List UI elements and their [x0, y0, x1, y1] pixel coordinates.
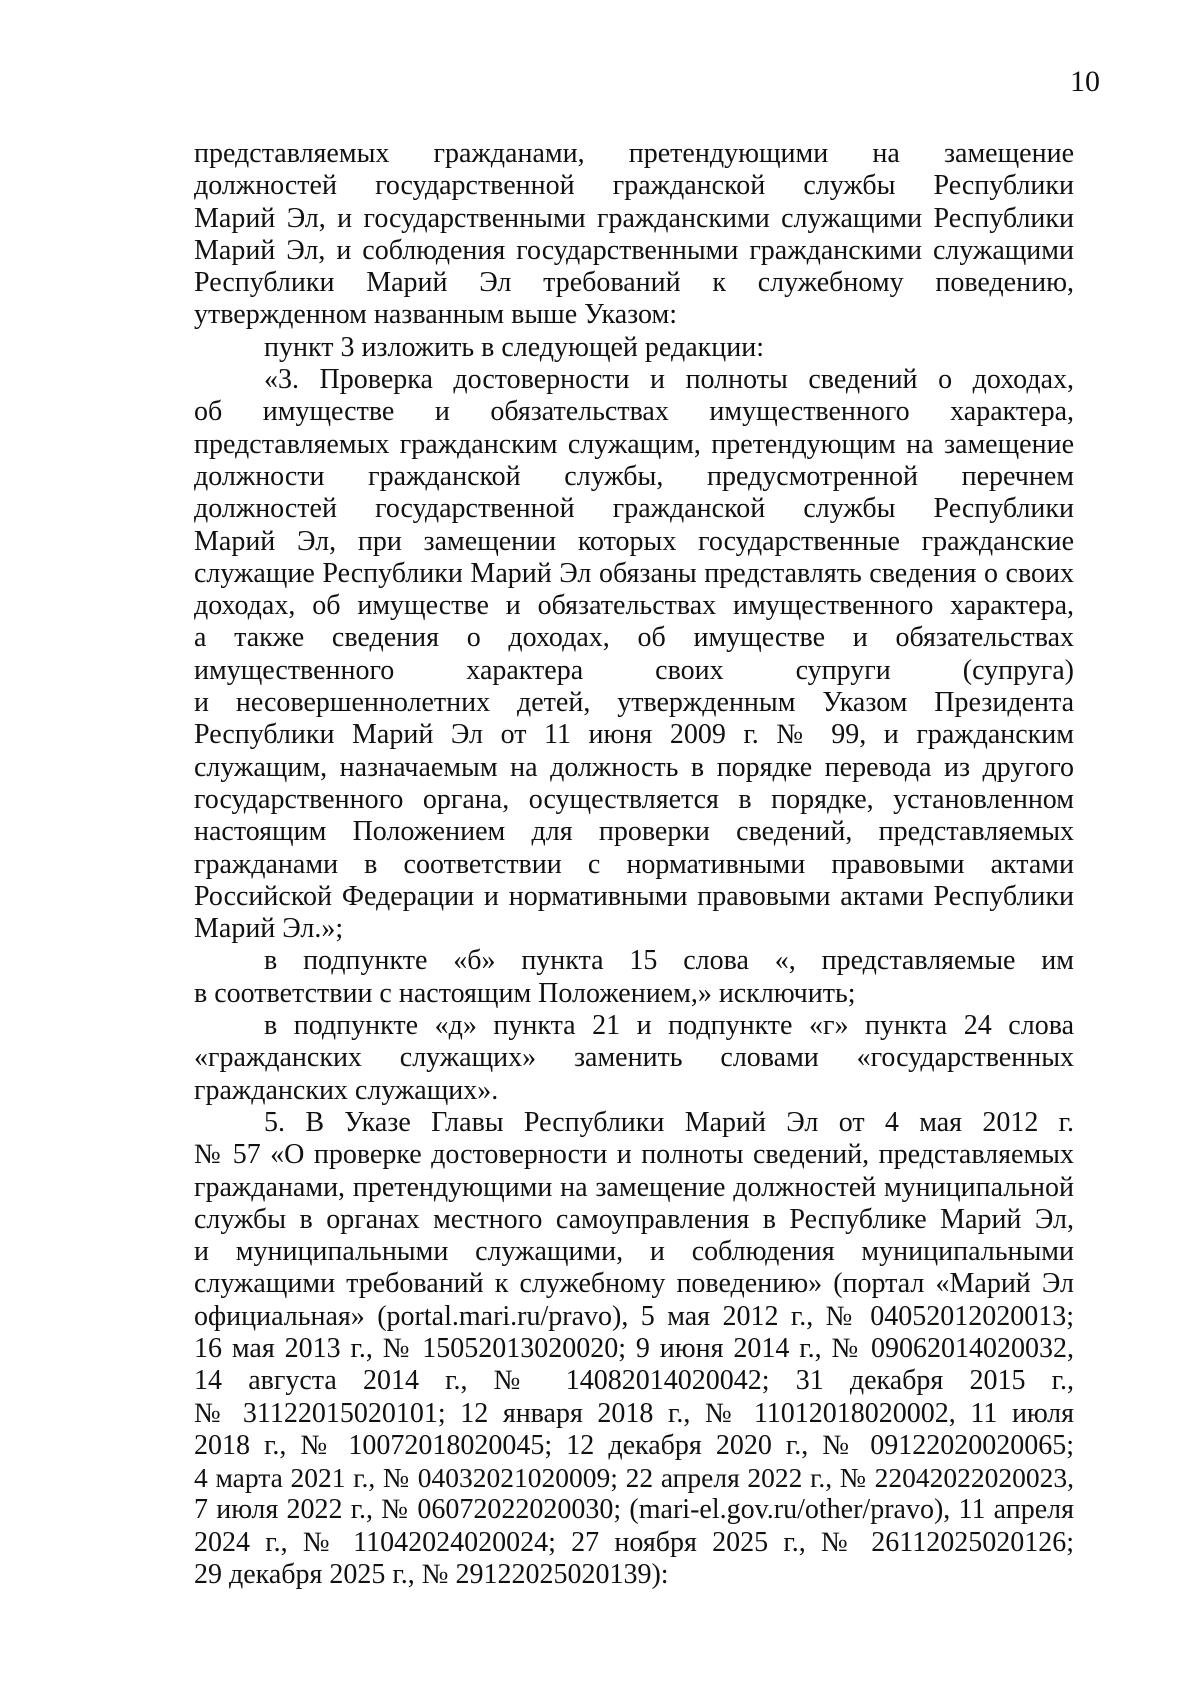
text-line: 16 мая 2013 г., № 15052013020020; 9 июня 2014 г., № 09062014020032,	[194, 1332, 1074, 1364]
text-line: 7 июля 2022 г., № 06072022020030; (mari-el.gov.ru/other/pravo), 11 апреля	[194, 1494, 1074, 1526]
text-line: служащие Республики Марий Эл обязаны представлять сведения о своих	[194, 557, 1074, 589]
text-line: гражданских служащих».	[194, 1074, 499, 1106]
text-line: № 31122015020101; 12 января 2018 г., № 11012018020002, 11 июля	[194, 1397, 1074, 1429]
text-line: настоящим Положением для проверки сведений, представляемых	[194, 816, 1074, 848]
text-line: в подпункте «б» пункта 15 слова «, представляемые им	[264, 945, 1074, 977]
text-line: а также сведения о доходах, об имуществе и обязательствах	[194, 622, 1074, 654]
text-line: 4 марта 2021 г., № 04032021020009; 22 апреля 2022 г., № 22042022020023,	[194, 1462, 1074, 1494]
text-line: службы в органах местного самоуправления в Республике Марий Эл,	[194, 1203, 1074, 1235]
text-line: представляемых гражданами, претендующими на замещение	[194, 138, 1074, 169]
text-line: 2024 г., № 11042024020024; 27 ноября 2025 г., № 26112025020126;	[194, 1526, 1074, 1558]
text-line: № 57 «О проверке достоверности и полноты сведений, представляемых	[194, 1139, 1074, 1171]
text-line: служащими требований к служебному поведению» (портал «Марий Эл	[194, 1268, 1074, 1300]
text-line: «3. Проверка достоверности и полноты сведений о доходах,	[264, 364, 1074, 396]
text-line: в подпункте «д» пункта 21 и подпункте «г» пункта 24 слова	[264, 1010, 1074, 1042]
document-body	[194, 138, 1074, 1591]
text-line: в соответствии с настоящим Положением,» исключить;	[194, 977, 856, 1009]
text-line: и муниципальными служащими, и соблюдения муниципальными	[194, 1236, 1074, 1268]
text-line: 5. В Указе Главы Республики Марий Эл от 4 мая 2012 г.	[264, 1106, 1074, 1138]
text-line: и несовершеннолетних детей, утвержденным Указом Президента	[194, 687, 1074, 719]
text-line: имущественного характера своих супруги (супруга)	[194, 654, 1074, 686]
text-line: 14 августа 2014 г., № 14082014020042; 31 декабря 2015 г.,	[194, 1365, 1074, 1397]
text-line: гражданами, претендующими на замещение должностей муниципальной	[194, 1171, 1074, 1203]
text-line: утвержденном названным выше Указом:	[194, 299, 677, 331]
text-line: Российской Федерации и нормативными правовыми актами Республики	[194, 880, 1074, 912]
text-line: Марий Эл.»;	[194, 913, 344, 945]
text-line: официальная» (portal.mari.ru/pravo), 5 мая 2012 г., № 04052012020013;	[194, 1300, 1074, 1332]
text-line: «гражданских служащих» заменить словами «государственных	[194, 1042, 1074, 1074]
text-line: доходах, об имуществе и обязательствах имущественного характера,	[194, 590, 1074, 622]
text-line: представляемых гражданским служащим, претендующим на замещение	[194, 428, 1074, 460]
text-line: должностей государственной гражданской службы Республики	[194, 493, 1074, 525]
text-line: Марий Эл, и государственными гражданскими служащими Республики	[194, 202, 1074, 234]
text-line: Марий Эл, и соблюдения государственными гражданскими служащими	[194, 234, 1074, 266]
text-line: должностей государственной гражданской службы Республики	[194, 170, 1074, 202]
text-line: Республики Марий Эл от 11 июня 2009 г. № 99, и гражданским	[194, 719, 1074, 751]
text-line: Марий Эл, при замещении которых государственные гражданские	[194, 525, 1074, 557]
text-line: гражданами в соответствии с нормативными правовыми актами	[194, 848, 1074, 880]
text-line: служащим, назначаемым на должность в порядке перевода из другого	[194, 751, 1074, 783]
text-line: государственного органа, осуществляется в порядке, установленном	[194, 783, 1074, 815]
text-line: 29 декабря 2025 г., № 29122025020139):	[194, 1559, 669, 1591]
text-line: должности гражданской службы, предусмотренной перечнем	[194, 460, 1074, 492]
text-line: об имуществе и обязательствах имущественного характера,	[194, 396, 1074, 428]
text-line: Республики Марий Эл требований к служебному поведению,	[194, 267, 1074, 299]
text-line: 2018 г., № 10072018020045; 12 декабря 2020 г., № 09122020020065;	[194, 1429, 1074, 1461]
text-line: пункт 3 изложить в следующей редакции:	[264, 331, 764, 363]
page-number: 10	[1070, 65, 1100, 98]
